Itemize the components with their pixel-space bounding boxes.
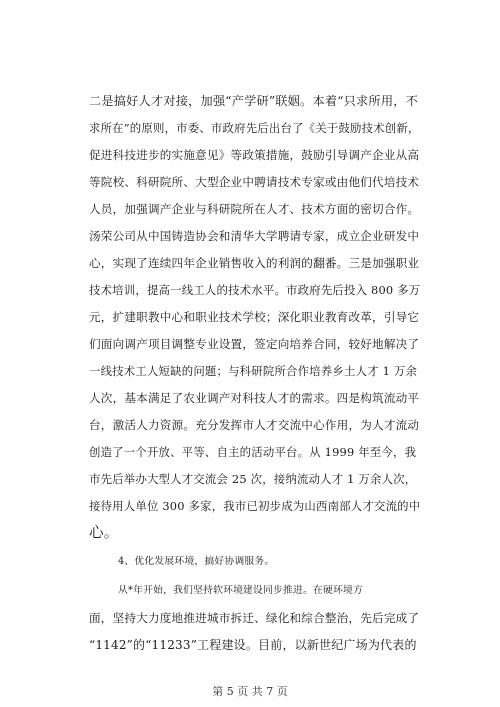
text-line: 心。 — [89, 524, 119, 541]
text-line: 求所在”的原则，市委、市政府先后出台了《关于鼓励技术创新， — [89, 121, 420, 135]
text-line: 创造了一个开放、平等、自主的活动平台。从 1999 年至今，我 — [89, 445, 417, 459]
text-line: 从*年开始，我们坚持软环境建设同步推进。在硬环境方 — [118, 585, 364, 596]
text-line: 面，坚持大力度地推进城市拆迁、绿化和综合整治，先后完成了 — [89, 611, 420, 625]
text-line: “1142”的“11233”工程建设。目前，以新世纪广场为代表的 — [89, 638, 417, 652]
text-line: 促进科技进步的实施意见》等政策措施，鼓励引导调产企业从高 — [89, 148, 420, 162]
text-line: 汤荣公司从中国铸造协会和清华大学聘请专家，成立企业研发中 — [89, 229, 420, 243]
text-line: 二是搞好人才对接，加强“产学研”联姻。本着“只求所用，不 — [89, 94, 418, 108]
text-line: 一线技术工人短缺的问题；与科研院所合作培养乡土人才 1 万余 — [89, 364, 418, 378]
text-line: 们面向调产项目调整专业设置，签定向培养合同，较好地解决了 — [89, 337, 420, 351]
section-heading: 4、优化发展环境，搞好协调服务。 — [118, 556, 275, 567]
text-line: 技术培训，提高一线工人的技术水平。市政府先后投入 800 多万 — [89, 283, 421, 297]
text-line: 心，实现了连续四年企业销售收入的利润的翻番。三是加强职业 — [89, 256, 420, 270]
text-line: 接待用人单位 300 多家，我市已初步成为山西南部人才交流的中 — [89, 499, 421, 513]
text-line: 等院校、科研院所、大型企业中聘请技术专家或由他们代培技术 — [89, 175, 420, 189]
text-line: 市先后举办大型人才交流会 25 次，接纳流动人才 1 万余人次， — [89, 472, 417, 486]
text-line: 人员，加强调产企业与科研院所在人才、技术方面的密切合作。 — [89, 202, 420, 216]
page-footer: 第 5 页 共 7 页 — [212, 685, 288, 698]
text-line: 人次，基本满足了农业调产对科技人才的需求。四是构筑流动平 — [89, 391, 420, 405]
text-line: 台，激活人力资源。充分发挥市人才交流中心作用，为人才流动 — [89, 418, 420, 432]
text-line: 元，扩建职教中心和职业技术学校；深化职业教育改革，引导它 — [89, 310, 420, 324]
